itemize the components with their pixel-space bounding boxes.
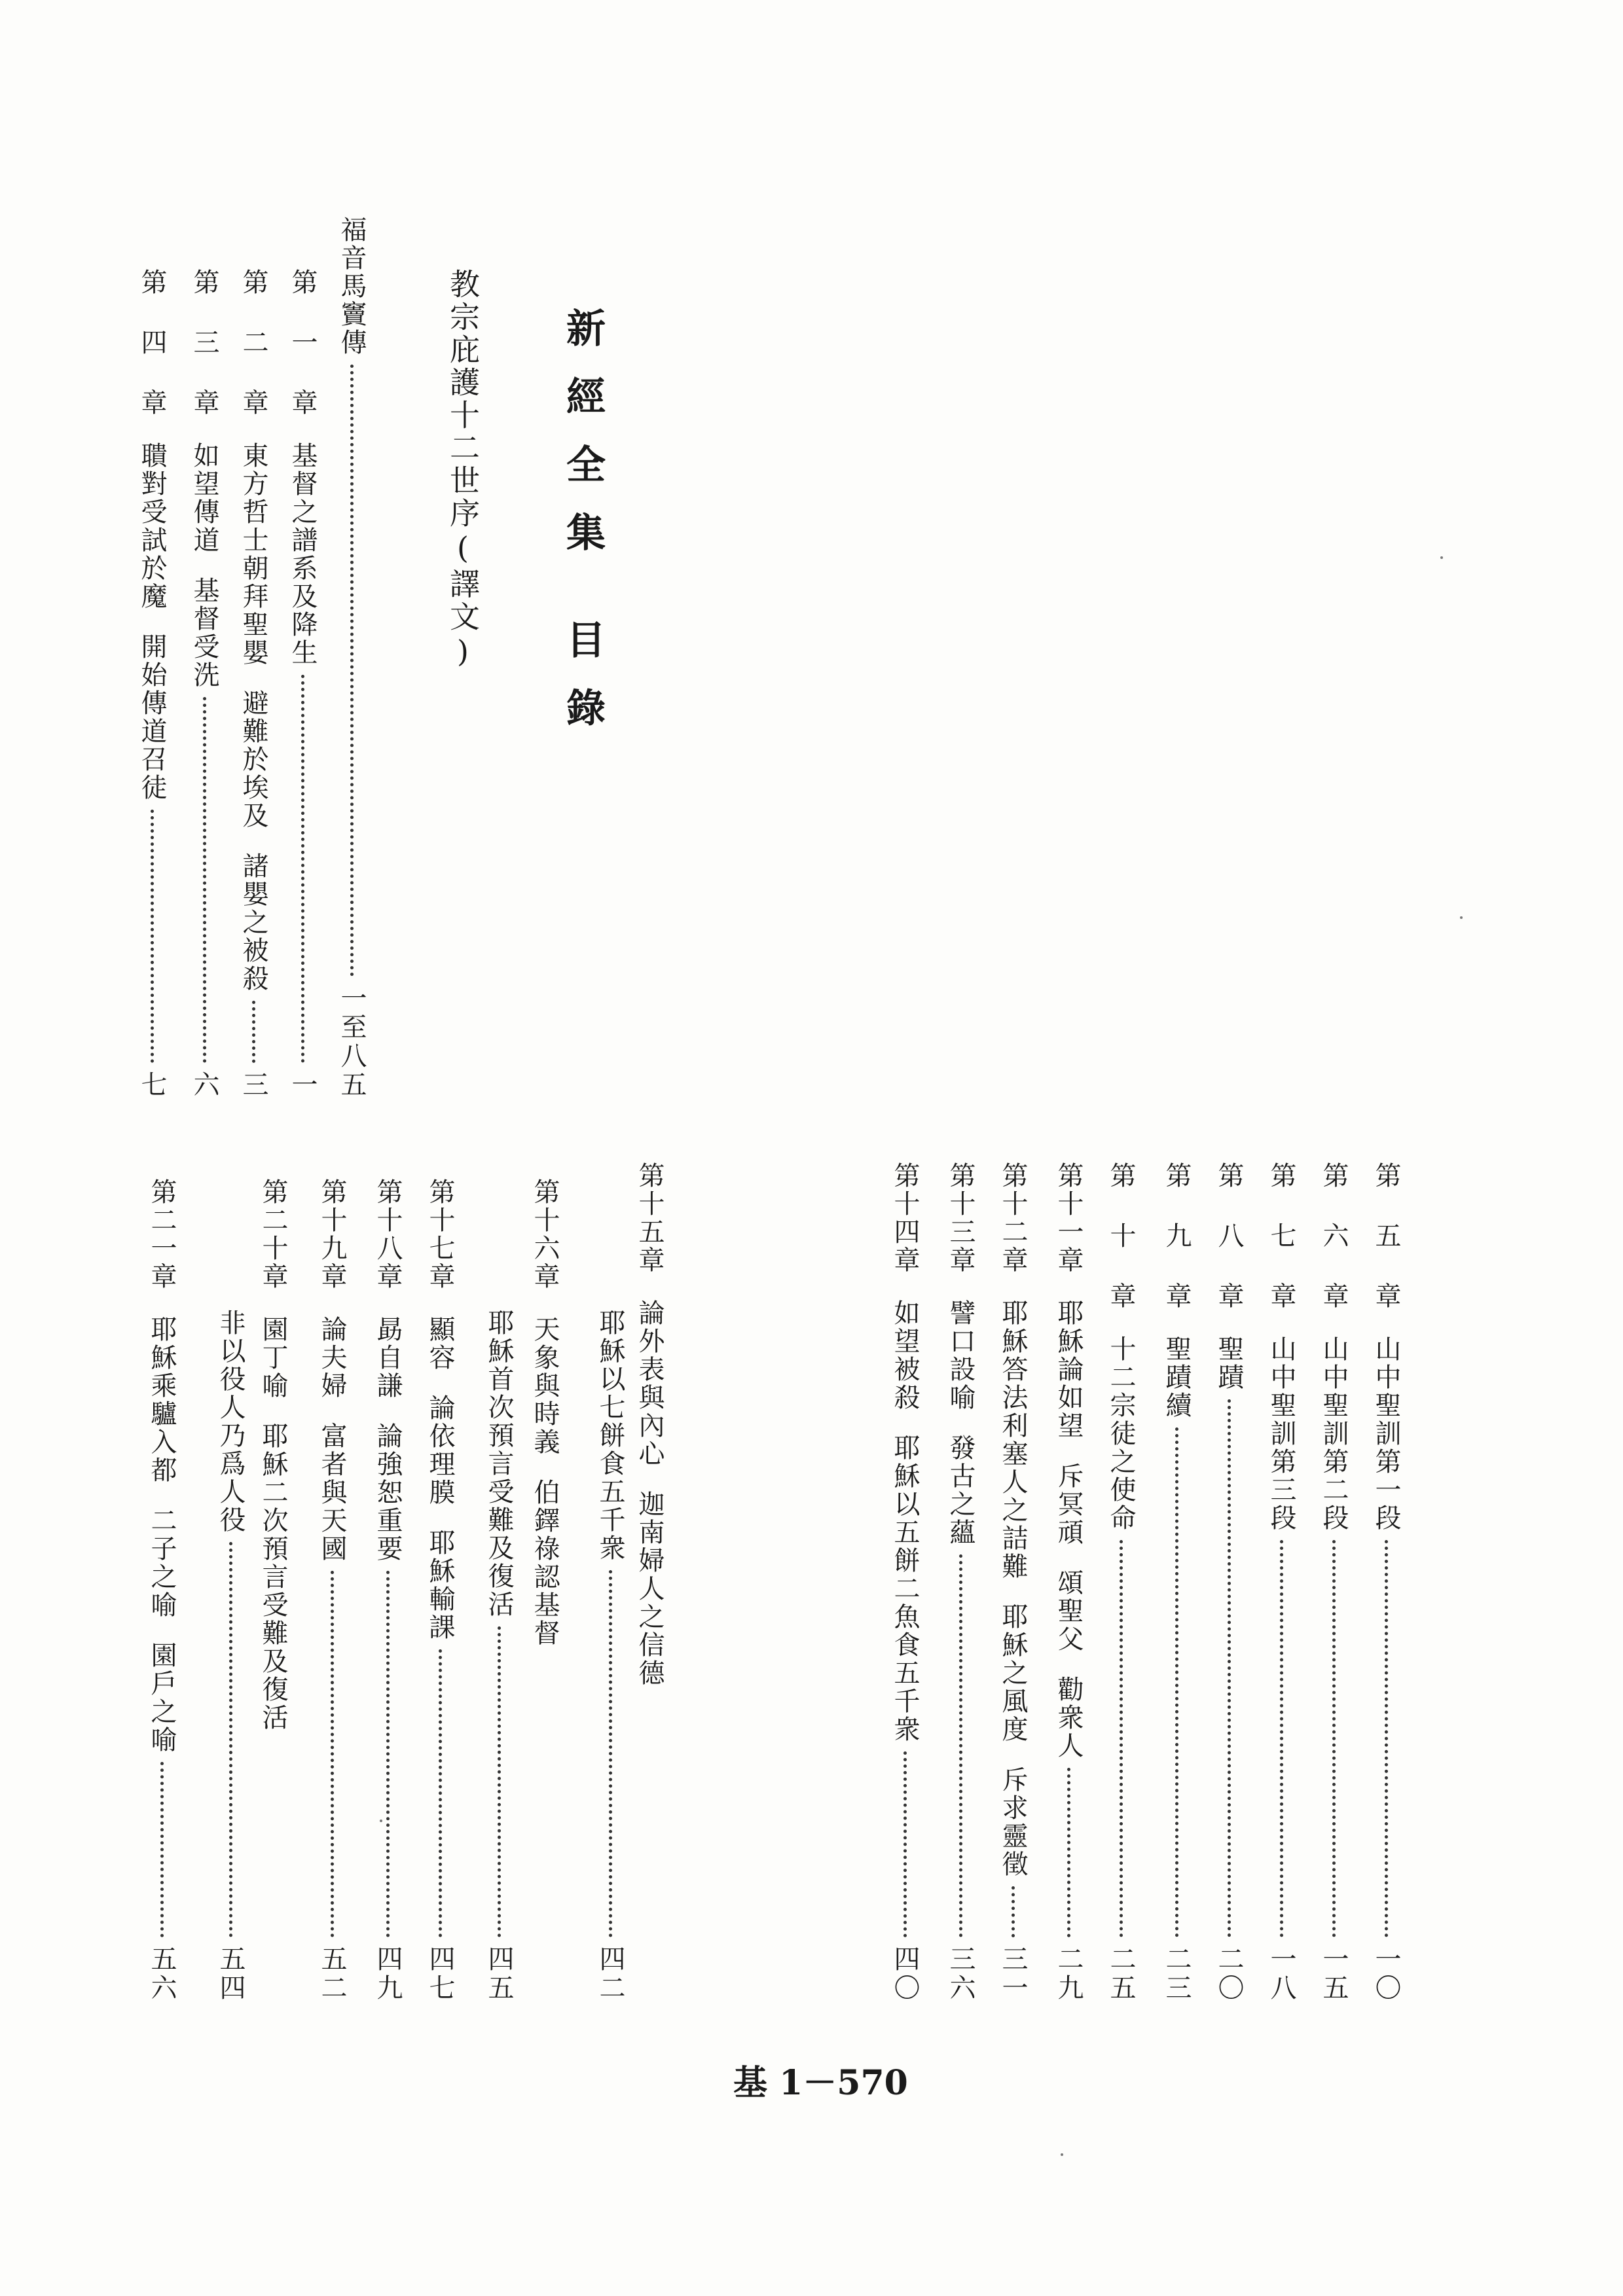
title-sub: 目錄 xyxy=(560,619,606,755)
page-number: 二九 xyxy=(1053,1945,1084,2003)
topic-text: 耶穌以五餅二魚食五千衆 xyxy=(890,1434,920,1744)
toc-entry-column xyxy=(1365,1162,1407,2003)
toc-entry-column xyxy=(589,1309,631,2003)
page-number: 三一 xyxy=(998,1945,1028,2003)
page-number: 一八 xyxy=(1266,1945,1296,2003)
topic-text: 山中聖訓第三段 xyxy=(1266,1335,1296,1532)
toc-entry-column xyxy=(1048,1162,1089,2003)
chapter-label: 第 八 章 xyxy=(1214,1162,1244,1310)
chapter-label: 第十八章 xyxy=(373,1178,403,1291)
page-number: 三六 xyxy=(945,1945,976,2003)
topic-text: 諸嬰之被殺 xyxy=(238,852,268,993)
toc-entry-column xyxy=(367,1178,409,2003)
topic-text: 聵對受試於魔 xyxy=(137,442,167,611)
dot-leader xyxy=(1067,1768,1070,1937)
chapter-label: 第 六 章 xyxy=(1319,1162,1349,1310)
chapter-label: 第十四章 xyxy=(890,1162,920,1274)
dot-leader xyxy=(151,810,154,1063)
document-title xyxy=(553,308,612,755)
dot-leader xyxy=(1228,1399,1231,1937)
chapter-label: 第十一章 xyxy=(1053,1162,1084,1274)
topic-text: 發古之蘊 xyxy=(945,1434,976,1547)
dot-leader xyxy=(301,675,304,1063)
topic-text: 譬口設喻 xyxy=(945,1299,976,1412)
scan-speck xyxy=(1460,916,1463,919)
topic-text: 論強恕重要 xyxy=(373,1422,403,1563)
dot-leader xyxy=(350,365,354,977)
page-number: 二五 xyxy=(1106,1945,1136,2003)
toc-entry-column xyxy=(141,1178,183,2003)
chapter-label: 第 七 章 xyxy=(1266,1162,1296,1310)
dot-leader xyxy=(386,1571,390,1937)
topic-text: 十二宗徒之使命 xyxy=(1106,1335,1136,1532)
page-number: 六 xyxy=(189,1071,219,1100)
topic-text: 顯容 xyxy=(425,1316,455,1372)
title-main: 新經全集 xyxy=(560,308,606,580)
page-number: 一五 xyxy=(1319,1945,1349,2003)
page-number: 五二 xyxy=(317,1945,347,2003)
chapter-label: 第十九章 xyxy=(317,1178,347,1291)
topic-text: 論依理膜 xyxy=(425,1394,455,1507)
chapter-label: 第十五章 xyxy=(634,1162,665,1274)
preface-entry: 教宗庇護十二世序(譯文) xyxy=(445,268,481,672)
topic-text: 二子之喻 xyxy=(147,1507,177,1619)
topic-text: 斥求靈徵 xyxy=(998,1766,1028,1878)
topic-text: 頌聖父 xyxy=(1053,1569,1084,1653)
dot-leader xyxy=(1280,1540,1283,1937)
topic-text: 耶穌二次預言受難及復活 xyxy=(258,1422,288,1732)
chapter-label: 第二十章 xyxy=(258,1178,288,1291)
dot-leader xyxy=(498,1626,501,1937)
topic-text: 耶穌乘驢入都 xyxy=(147,1316,177,1484)
topic-text: 耶穌首次預言受難及復活 xyxy=(484,1309,514,1619)
dot-leader xyxy=(1175,1427,1178,1937)
dot-leader xyxy=(331,1571,334,1937)
dot-leader xyxy=(1385,1540,1388,1937)
dot-leader xyxy=(1120,1540,1123,1937)
topic-text: 耶穌論如望 xyxy=(1053,1299,1084,1440)
page-number: 五六 xyxy=(147,1945,177,2003)
book-title: 福音馬竇傳 xyxy=(337,216,367,357)
chapter-label: 第 三 章 xyxy=(189,268,219,417)
chapter-label: 第 九 章 xyxy=(1161,1162,1192,1310)
page-number: 五四 xyxy=(215,1945,246,2003)
toc-entry-column xyxy=(1208,1162,1250,2003)
page-footer: 基 1－570 xyxy=(733,2063,908,2103)
topic-text: 山中聖訓第一段 xyxy=(1371,1335,1401,1532)
chapter-label: 第 五 章 xyxy=(1371,1162,1401,1310)
chapter-label: 第十六章 xyxy=(530,1178,560,1291)
topic-text: 東方哲士朝拜聖嬰 xyxy=(238,442,268,667)
dot-leader xyxy=(1332,1540,1336,1937)
topic-text: 論外表與內心 xyxy=(634,1299,665,1468)
toc-entry-column xyxy=(524,1178,566,1767)
dot-leader xyxy=(439,1649,442,1937)
chapter-label: 第 二 章 xyxy=(238,268,268,417)
page-number: 七 xyxy=(137,1071,167,1100)
toc-entry-column xyxy=(1313,1162,1355,2003)
page-number: 三 xyxy=(238,1071,268,1100)
toc-entry-column xyxy=(1100,1162,1142,2003)
topic-text: 迦南婦人之信德 xyxy=(634,1490,665,1687)
page-number: 四二 xyxy=(595,1945,625,2003)
topic-text: 斥冥頑 xyxy=(1053,1462,1084,1547)
scan-speck xyxy=(380,1820,382,1822)
chapter-label: 第十三章 xyxy=(945,1162,976,1274)
topic-text: 論夫婦 xyxy=(317,1316,347,1400)
topic-text: 基督之譜系及降生 xyxy=(287,442,318,667)
topic-text: 非以役人乃爲人役 xyxy=(215,1309,246,1534)
page-number: 一〇 xyxy=(1371,1945,1401,2003)
toc-entry-column xyxy=(131,268,173,1100)
page-number: 二三 xyxy=(1161,1945,1192,2003)
topic-text: 園戶之喻 xyxy=(147,1641,177,1754)
toc-entry-column xyxy=(939,1162,981,2003)
page-number: 二〇 xyxy=(1214,1945,1244,2003)
chapter-label: 第 四 章 xyxy=(137,268,167,417)
toc-entry-column xyxy=(884,1162,926,2003)
toc-entry-column xyxy=(478,1309,520,2003)
chapter-label: 第十二章 xyxy=(998,1162,1028,1274)
dot-leader xyxy=(160,1762,164,1937)
page-number: 四七 xyxy=(425,1945,455,2003)
toc-entry-column xyxy=(232,268,274,1100)
toc-entry-column xyxy=(311,1178,353,2003)
topic-text: 山中聖訓第二段 xyxy=(1319,1335,1349,1532)
chapter-label: 第 十 章 xyxy=(1106,1162,1136,1310)
toc-entry-column xyxy=(183,268,225,1100)
toc-entry-column xyxy=(282,268,323,1100)
topic-text: 如望被殺 xyxy=(890,1299,920,1412)
chapter-label: 第十七章 xyxy=(425,1178,455,1291)
topic-text: 避難於埃及 xyxy=(238,689,268,830)
topic-text: 聖蹟續 xyxy=(1161,1335,1192,1420)
page-number: 四〇 xyxy=(890,1945,920,2003)
topic-text: 勗自謙 xyxy=(373,1316,403,1400)
toc-entry-column xyxy=(992,1162,1034,2003)
topic-text: 耶穌答法利塞人之詰難 xyxy=(998,1299,1028,1581)
toc-entry-column xyxy=(1156,1162,1197,2003)
topic-text: 伯鐸祿認基督 xyxy=(530,1479,560,1647)
toc-entry-column xyxy=(419,1178,461,2003)
topic-text: 開始傳道召徒 xyxy=(137,633,167,802)
dot-leader xyxy=(609,1570,612,1937)
scan-speck xyxy=(1440,556,1443,559)
topic-text: 如望傳道 xyxy=(189,442,219,554)
topic-text: 耶穌之風度 xyxy=(998,1603,1028,1744)
dot-leader xyxy=(903,1751,907,1937)
dot-leader xyxy=(959,1554,962,1937)
topic-text: 富者與天國 xyxy=(317,1422,347,1563)
topic-text: 天象與時義 xyxy=(530,1316,560,1456)
dot-leader xyxy=(203,697,206,1063)
page-number: 一至八五 xyxy=(337,984,367,1100)
topic-text: 聖蹟 xyxy=(1214,1335,1244,1391)
toc-entry-column xyxy=(210,1309,251,2003)
topic-text: 耶穌輸課 xyxy=(425,1529,455,1641)
toc-entry-column xyxy=(1260,1162,1302,2003)
topic-text: 耶穌以七餅食五千衆 xyxy=(595,1309,625,1562)
dot-leader xyxy=(229,1542,232,1937)
book-entry-column xyxy=(331,216,373,1100)
toc-entry-column xyxy=(252,1178,294,1767)
topic-text: 基督受洗 xyxy=(189,577,219,689)
topic-text: 勸衆人 xyxy=(1053,1676,1084,1760)
chapter-label: 第二一章 xyxy=(147,1178,177,1291)
topic-text: 園丁喻 xyxy=(258,1316,288,1400)
toc-entry-column xyxy=(629,1162,670,1767)
page-number: 一 xyxy=(287,1071,318,1100)
chapter-label: 第 一 章 xyxy=(287,268,318,417)
page-number: 四九 xyxy=(373,1945,403,2003)
dot-leader xyxy=(252,1001,255,1063)
page-number: 四五 xyxy=(484,1945,514,2003)
scan-speck xyxy=(1061,2153,1063,2156)
dot-leader xyxy=(1012,1886,1015,1937)
